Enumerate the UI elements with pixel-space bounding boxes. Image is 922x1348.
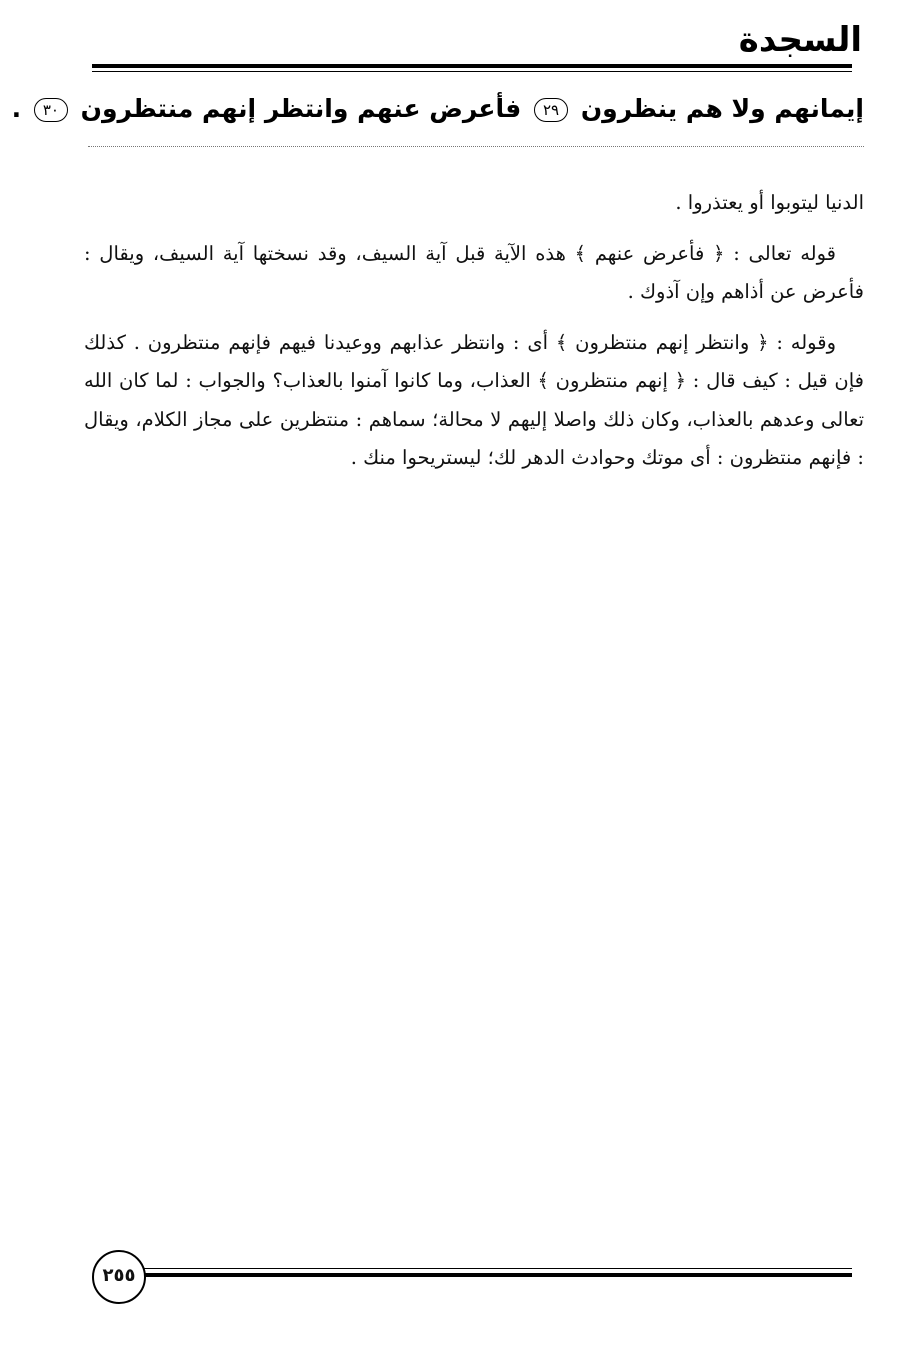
- surah-title: السجدة: [738, 20, 862, 60]
- commentary-paragraph: وقوله : ﴿ وانتظر إنهم منتظرون ﴾ أى : وانتظر عذابهم ووعيدنا فيهم فإنهم منتظرون . كذلك فإن قيل : كيف قال : ﴿ إنهم منتظرون ﴾ العذاب، وما كانوا آمنوا بالعذاب؟ والجواب : لما كان الله تعالى وعدهم بالعذاب، وكان ذلك واصلا إليهم لا محالة؛ سماهم : منتظرين على مجاز الكلام، ويقال : فإنهم منتظرون : أى موتك وحوادث الدهر لك؛ ليستريحوا منك .: [84, 330, 864, 469]
- commentary-body: [84, 184, 864, 490]
- verse-text-part2: فأعرض عنهم وانتظر إنهم منتظرون: [80, 94, 522, 123]
- footer-rule-thick: [140, 1273, 852, 1277]
- commentary-paragraph: قوله تعالى : ﴿ فأعرض عنهم ﴾ هذه الآية قبل آية السيف، وقد نسختها آية السيف، ويقال : فأعرض عن أذاهم وإن آذوك .: [84, 241, 864, 303]
- quran-verse-line: [11, 88, 864, 130]
- header-rule-thick: [92, 64, 852, 68]
- commentary-paragraph: الدنيا ليتوبوا أو يعتذروا .: [675, 191, 864, 214]
- ayah-number-marker: ٢٩: [534, 98, 568, 122]
- dotted-divider: [88, 146, 864, 147]
- page-number: ٢٥٥: [92, 1250, 146, 1304]
- verse-text-part1: إيمانهم ولا هم ينظرون: [580, 94, 864, 123]
- ayah-number-marker: ٣٠: [34, 98, 68, 122]
- footer-rule-thin: [140, 1268, 852, 1269]
- header-rule-thin: [92, 71, 852, 72]
- verse-end-mark: .: [11, 94, 22, 123]
